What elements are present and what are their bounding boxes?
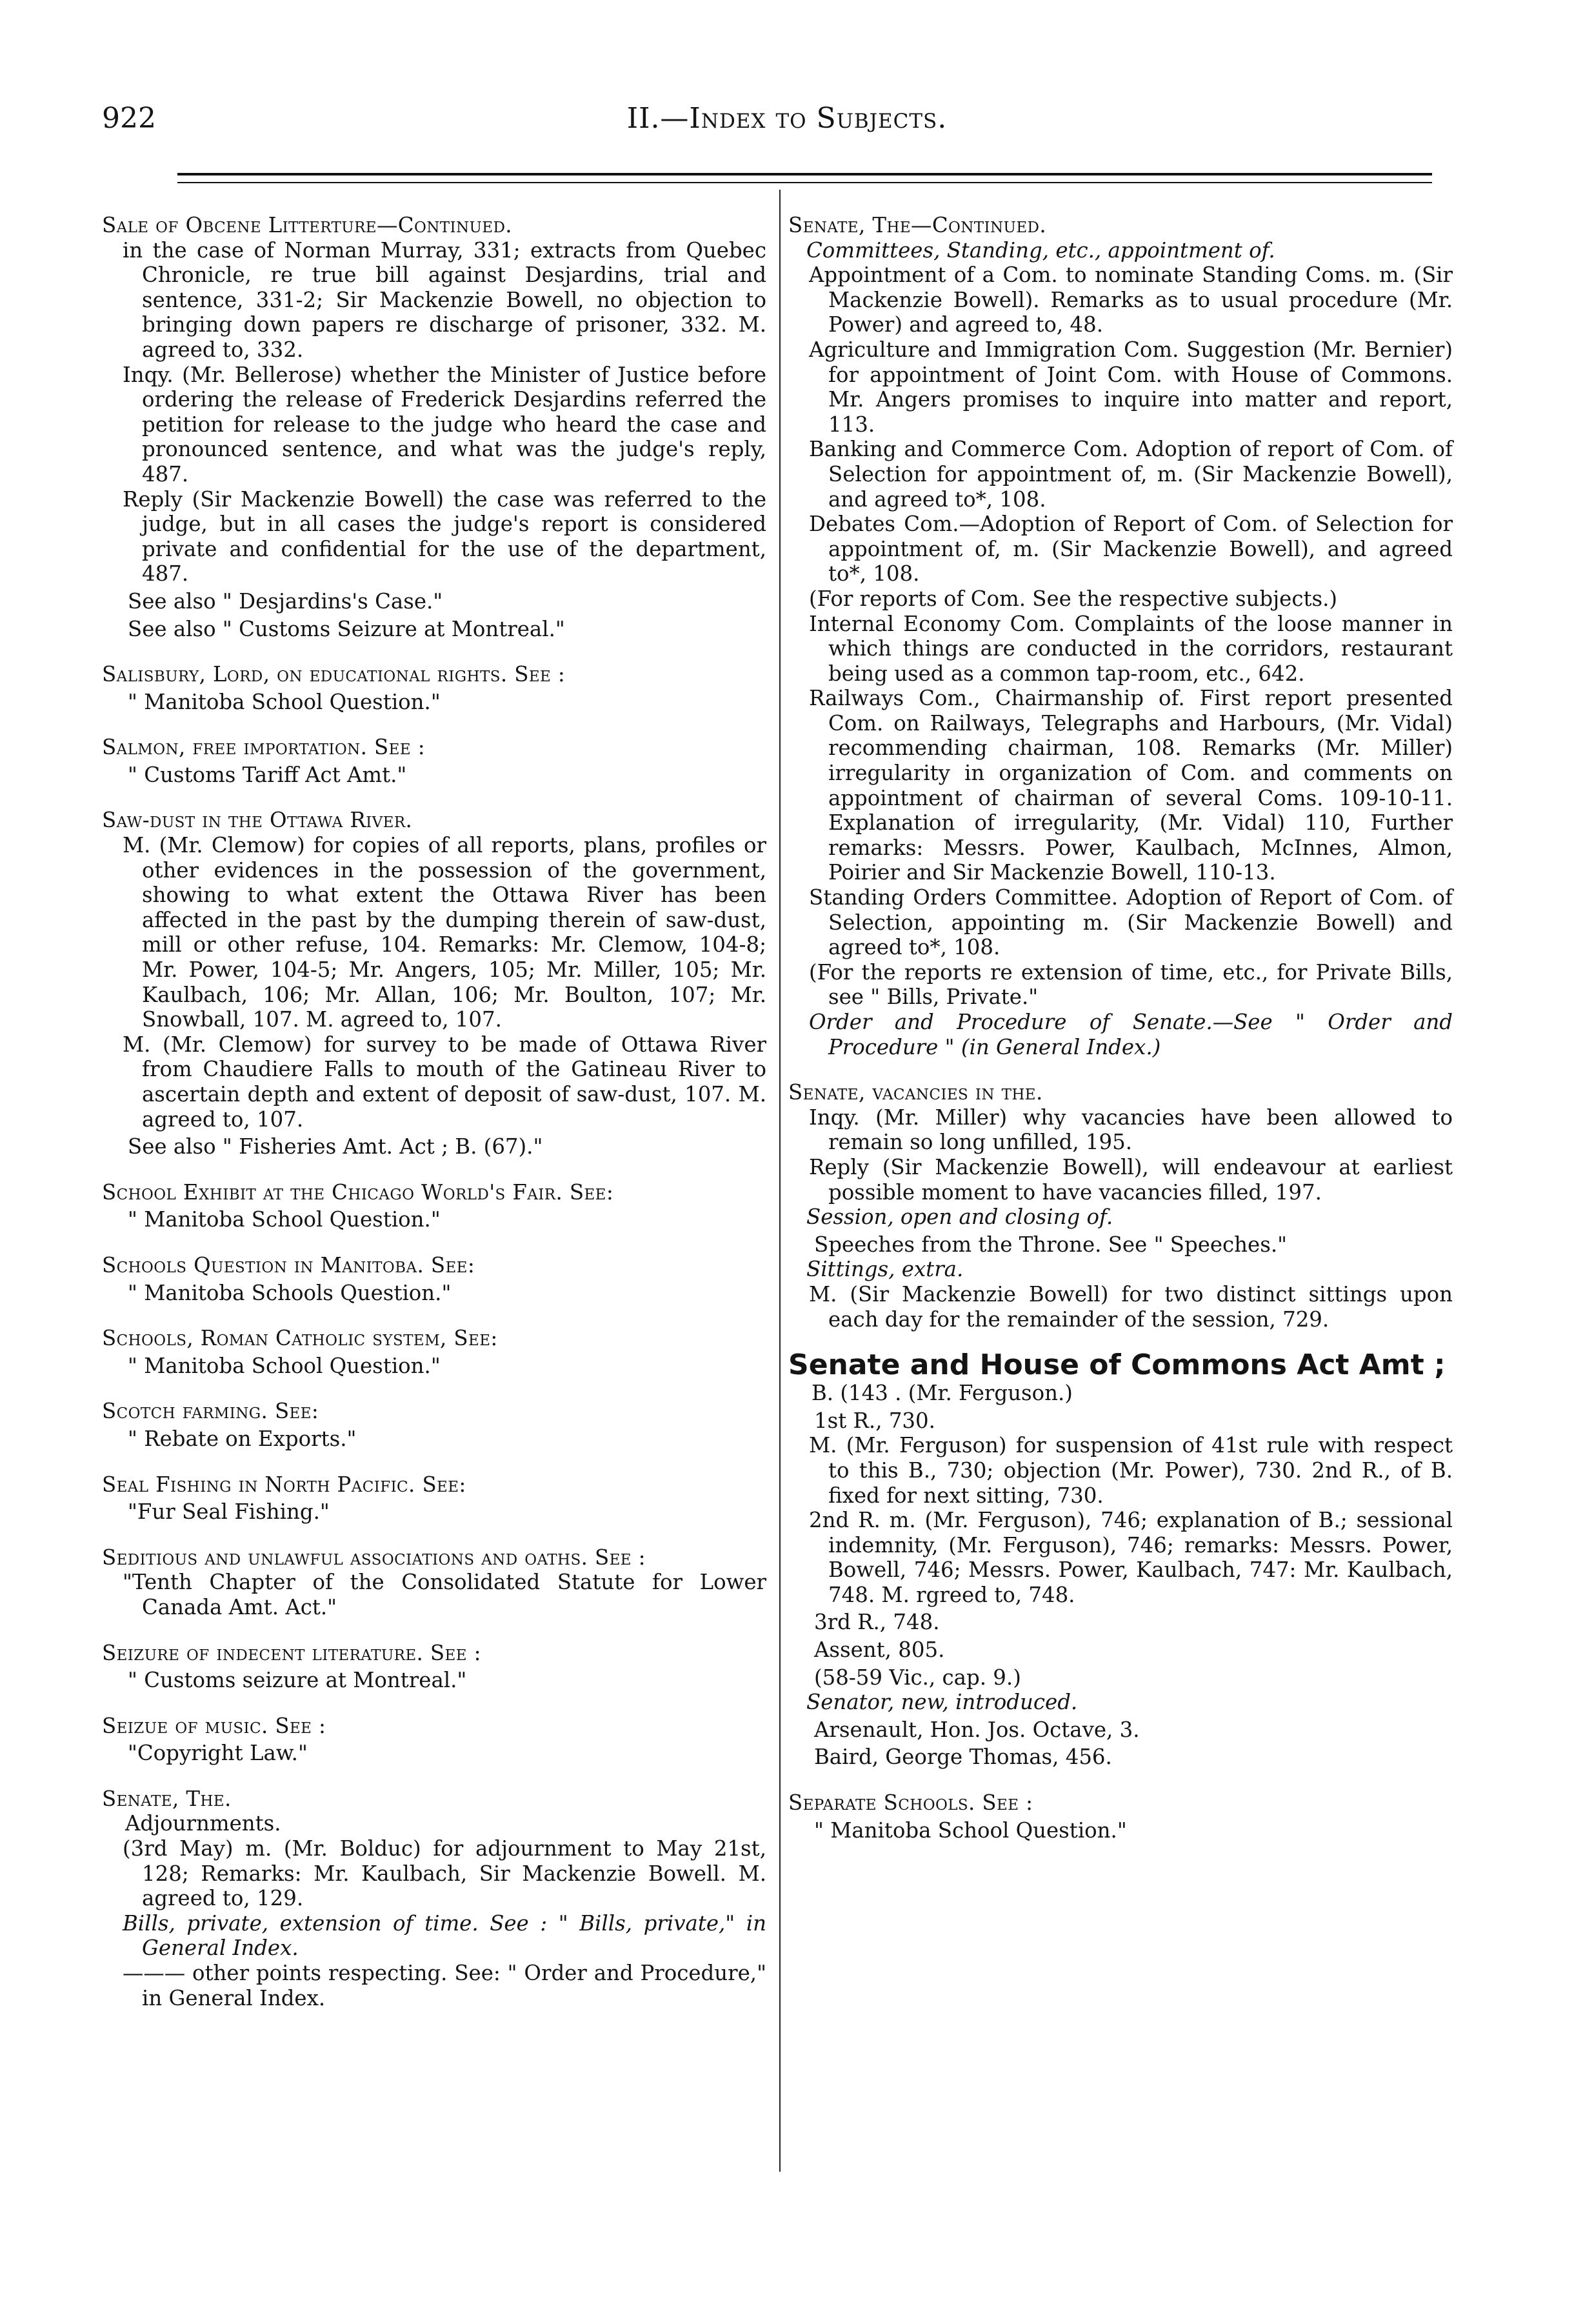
index-entry: M. (Sir Mackenzie Bowell) for two distinct sittings upon each day for the remainder of the session, 729. — [809, 1281, 1453, 1332]
index-entry: Appointment of a Com. to nominate Standing Coms. m. (Sir Mackenzie Bowell). Remarks as to usual procedure (Mr. Power) and agreed to, 48. — [809, 263, 1453, 337]
index-heading: Senate, vacancies in the. — [788, 1080, 1043, 1105]
index-entry: 2nd R. m. (Mr. Ferguson), 746; explanation of B.; sessional indemnity, (Mr. Ferguson), 746; remarks: Messrs. Power, Bowell, 746; Messrs. Power, Kaulbach, 747: Mr. Kaulbach, 748. M. rgreed to, 748. — [809, 1508, 1453, 1607]
index-entry: Agriculture and Immigration Com. Suggestion (Mr. Bernier) for appointment of Joint Com. with House of Commons. Mr. Angers promises to inquire into matter and report, 113. — [809, 337, 1453, 437]
index-entry: " Manitoba School Question." — [814, 1818, 1127, 1843]
index-entry: 1st R., 730. — [814, 1408, 935, 1433]
index-entry: Inqy. (Mr. Bellerose) whether the Minister of Justice before ordering the release of Frederick Desjardins referred the petition for release to the judge who heard the case and pronounced sentence, and what was the judge's reply, 487. — [123, 362, 766, 486]
index-heading: Sale of Obcene Litterture—Continued. — [102, 213, 513, 237]
index-entry: Speeches from the Throne. See " Speeches." — [814, 1232, 1288, 1257]
index-heading: Saw-dust in the Ottawa River. — [102, 808, 413, 833]
right-column — [788, 213, 1453, 1843]
index-entry: " Manitoba School Question." — [128, 1353, 441, 1378]
index-entry: Adjournments. — [125, 1811, 281, 1836]
index-entry: Session, open and closing of. — [806, 1205, 1113, 1230]
index-entry: Inqy. (Mr. Miller) why vacancies have been allowed to remain so long unfilled, 195. — [809, 1105, 1453, 1155]
index-heading: Senate, The—Continued. — [788, 213, 1047, 237]
index-entry: 3rd R., 748. — [814, 1610, 940, 1635]
index-entry: ——— other points respecting. See: " Order and Procedure," in General Index. — [123, 1961, 766, 2010]
index-entry: Baird, George Thomas, 456. — [814, 1745, 1112, 1770]
header-rule-thick — [177, 173, 1432, 175]
index-entry: " Customs Tariff Act Amt." — [128, 762, 407, 787]
index-entry: Committees, Standing, etc., appointment of. — [806, 237, 1275, 263]
index-heading: Seizue of music. See : — [102, 1713, 326, 1738]
header-rule-thin — [177, 182, 1432, 183]
index-entry: M. (Mr. Ferguson) for suspension of 41st rule with respect to this B., 730; objection (Mr. Power), 730. 2nd R., of B. fixed for next sitting, 730. — [809, 1433, 1453, 1508]
index-entry: (3rd May) m. (Mr. Bolduc) for adjournment to May 21st, 128; Remarks: Mr. Kaulbach, Sir Mackenzie Bowell. M. agreed to, 129. — [123, 1836, 766, 1911]
index-entry: Standing Orders Committee. Adoption of Report of Com. of Selection, appointing m. (Sir Mackenzie Bowell) and agreed to*, 108. — [809, 885, 1453, 960]
index-heading: Seizure of indecent literature. See : — [102, 1640, 481, 1665]
index-entry: See also " Customs Seizure at Montreal." — [128, 616, 565, 641]
index-entry: Arsenault, Hon. Jos. Octave, 3. — [814, 1717, 1140, 1742]
index-heading: Separate Schools. See : — [788, 1790, 1033, 1816]
index-entry: (58-59 Vic., cap. 9.) — [814, 1665, 1021, 1690]
index-entry: Sittings, extra. — [806, 1257, 964, 1282]
index-heading: Salmon, free importation. See : — [102, 735, 426, 760]
index-entry: Order and Procedure of Senate.—See " Order and Procedure " (in General Index.) — [809, 1010, 1453, 1059]
page-number: 922 — [102, 102, 156, 135]
index-entry: Debates Com.—Adoption of Report of Com. of Selection for appointment of, m. (Sir Mackenzie Bowell), and agreed to*, 108. — [809, 512, 1453, 586]
index-heading: Schools Question in Manitoba. See: — [102, 1252, 475, 1277]
index-entry: "Tenth Chapter of the Consolidated Statute for Lower Canada Amt. Act." — [123, 1570, 766, 1619]
index-entry: Reply (Sir Mackenzie Bowell), will endeavour at earliest possible moment to have vacancies filled, 197. — [809, 1154, 1453, 1205]
index-heading: Seditious and unlawful associations and oaths. See : — [102, 1545, 646, 1570]
index-entry: " Manitoba School Question." — [128, 689, 441, 714]
index-entry: Bills, private, extension of time. See : " Bills, private," in General Index. — [123, 1910, 766, 1961]
index-entry: " Rebate on Exports." — [128, 1426, 357, 1451]
index-heading: Schools, Roman Catholic system, See: — [102, 1326, 498, 1351]
index-entry: Railways Com., Chairmanship of. First report presented Com. on Railways, Telegraphs and Harbours, (Mr. Vidal) recommending chairman, 108. Remarks (Mr. Miller) irregularity in organization of Com. and comments on appointment of chairman of several Coms. 109-10-11. Explanation of irregularity, (Mr. Vidal) 110, Further remarks: Messrs. Power, Kaulbach, McInnes, Almon, Poirier and Sir Mackenzie Bowell, 110-13. — [809, 686, 1453, 885]
index-entry: in the case of Norman Murray, 331; extracts from Quebec Chronicle, re true bill against Desjardins, trial and sentence, 331-2; Sir Mackenzie Bowell, no objection to bringing down papers re discharge of prisoner, 332. M. agreed to, 332. — [123, 237, 766, 362]
page-title: II.—Index to Subjects. — [626, 102, 948, 135]
index-entry: "Fur Seal Fishing." — [128, 1499, 330, 1525]
index-entry: Assent, 805. — [814, 1638, 945, 1663]
index-entry: "Copyright Law." — [128, 1741, 308, 1766]
index-entry: Senator, new, introduced. — [806, 1690, 1078, 1715]
bill-heading: Senate and House of Commons Act Amt ; — [788, 1348, 1446, 1382]
index-entry: See also " Desjardins's Case." — [128, 588, 443, 614]
index-entry: Internal Economy Com. Complaints of the loose manner in which things are conducted in the corridors, restaurant being used as a common tap-room, etc., 642. — [809, 611, 1453, 686]
index-entry: (For the reports re extension of time, etc., for Private Bills, see " Bills, Private." — [809, 959, 1453, 1010]
index-entry: M. (Mr. Clemow) for survey to be made of Ottawa River from Chaudiere Falls to mouth of the Gatineau River to ascertain depth and extent of deposit of saw-dust, 107. M. agreed to, 107. — [123, 1032, 766, 1132]
index-entry: See also " Fisheries Amt. Act ; B. (67)." — [128, 1134, 543, 1159]
index-entry: Reply (Sir Mackenzie Bowell) the case was referred to the judge, but in all cases the judge's report is considered private and confidential for the use of the department, 487. — [123, 486, 766, 586]
index-heading: Senate, The. — [102, 1786, 232, 1811]
index-entry: " Manitoba Schools Question." — [128, 1280, 452, 1305]
index-heading: Seal Fishing in North Pacific. See: — [102, 1472, 466, 1497]
index-heading: Scotch farming. See: — [102, 1399, 319, 1424]
column-divider — [779, 190, 781, 2172]
index-entry: (For reports of Com. See the respective subjects.) — [809, 586, 1338, 611]
index-entry: M. (Mr. Clemow) for copies of all reports, plans, profiles or other evidences in the possession of the government, showing to what extent the Ottawa River has been affected in the past by the dumping therein of saw-dust, mill or other refuse, 104. Remarks: Mr. Clemow, 104-8; Mr. Power, 104-5; Mr. Angers, 105; Mr. Miller, 105; Mr. Kaulbach, 106; Mr. Allan, 106; Mr. Boulton, 107; Mr. Snowball, 107. M. agreed to, 107. — [123, 833, 766, 1032]
index-heading: School Exhibit at the Chicago World's Fair. See: — [102, 1179, 614, 1205]
index-entry: " Customs seizure at Montreal." — [128, 1668, 467, 1693]
left-column — [102, 213, 766, 2010]
index-entry: Banking and Commerce Com. Adoption of report of Com. of Selection for appointment of, m. (Sir Mackenzie Bowell), and agreed to*, 108. — [809, 437, 1453, 512]
index-heading: Salisbury, Lord, on educational rights. See : — [102, 662, 566, 687]
bill-heading: B. (143 . (Mr. Ferguson.) — [812, 1381, 1073, 1406]
index-entry: " Manitoba School Question." — [128, 1207, 441, 1232]
